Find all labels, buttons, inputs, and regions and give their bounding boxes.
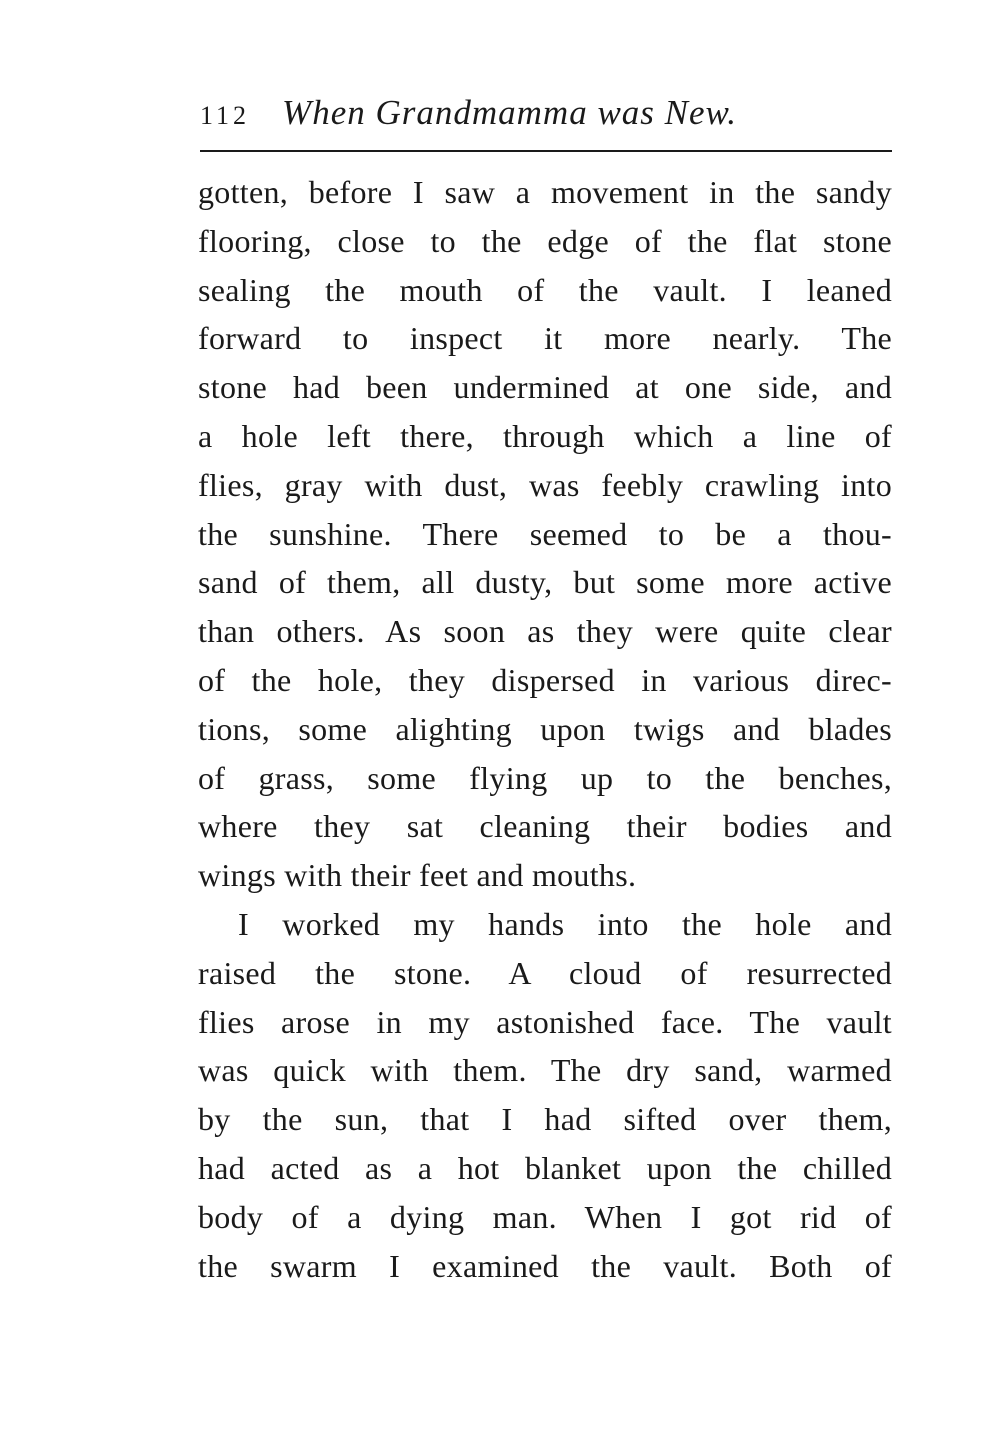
text-line: sealing the mouth of the vault. I leaned <box>198 271 892 308</box>
text-line: flies arose in my astonished face. The vault <box>198 1003 892 1040</box>
text-line: I worked my hands into the hole and <box>238 905 892 942</box>
text-line: the swarm I examined the vault. Both of <box>198 1247 892 1284</box>
running-head <box>200 88 892 138</box>
paragraph-1 <box>198 168 892 900</box>
page-number: 112 <box>200 101 251 130</box>
text-line: flies, gray with dust, was feebly crawling into <box>198 466 892 503</box>
text-line: than others. As soon as they were quite clear <box>198 613 892 650</box>
text-line: flooring, close to the edge of the flat stone <box>198 222 892 259</box>
text-line: a hole left there, through which a line of <box>198 417 892 454</box>
text-line: raised the stone. A cloud of resurrected <box>198 954 892 991</box>
paragraph-2 <box>198 900 892 1290</box>
text-line: had acted as a hot blanket upon the chilled <box>198 1149 892 1186</box>
text-line: where they sat cleaning their bodies and <box>198 808 892 845</box>
text-line: gotten, before I saw a movement in the sandy <box>198 174 892 210</box>
text-line: of grass, some flying up to the benches, <box>198 759 892 796</box>
text-line: wings with their feet and mouths. <box>198 857 637 894</box>
text-line: was quick with them. The dry sand, warmed <box>198 1052 892 1089</box>
text-line: tions, some alighting upon twigs and blades <box>198 710 892 747</box>
text-line: sand of them, all dusty, but some more active <box>198 564 892 601</box>
text-line: by the sun, that I had sifted over them, <box>198 1101 892 1138</box>
text-line: stone had been undermined at one side, and <box>198 369 892 406</box>
text-line: body of a dying man. When I got rid of <box>198 1198 892 1235</box>
header-rule <box>200 150 892 152</box>
text-line: forward to inspect it more nearly. The <box>198 320 892 357</box>
text-line: the sunshine. There seemed to be a thou- <box>198 515 892 552</box>
book-title: When Grandmamma was New. <box>282 93 738 132</box>
body-text <box>198 168 892 1290</box>
text-line: of the hole, they dispersed in various direc- <box>198 661 892 698</box>
